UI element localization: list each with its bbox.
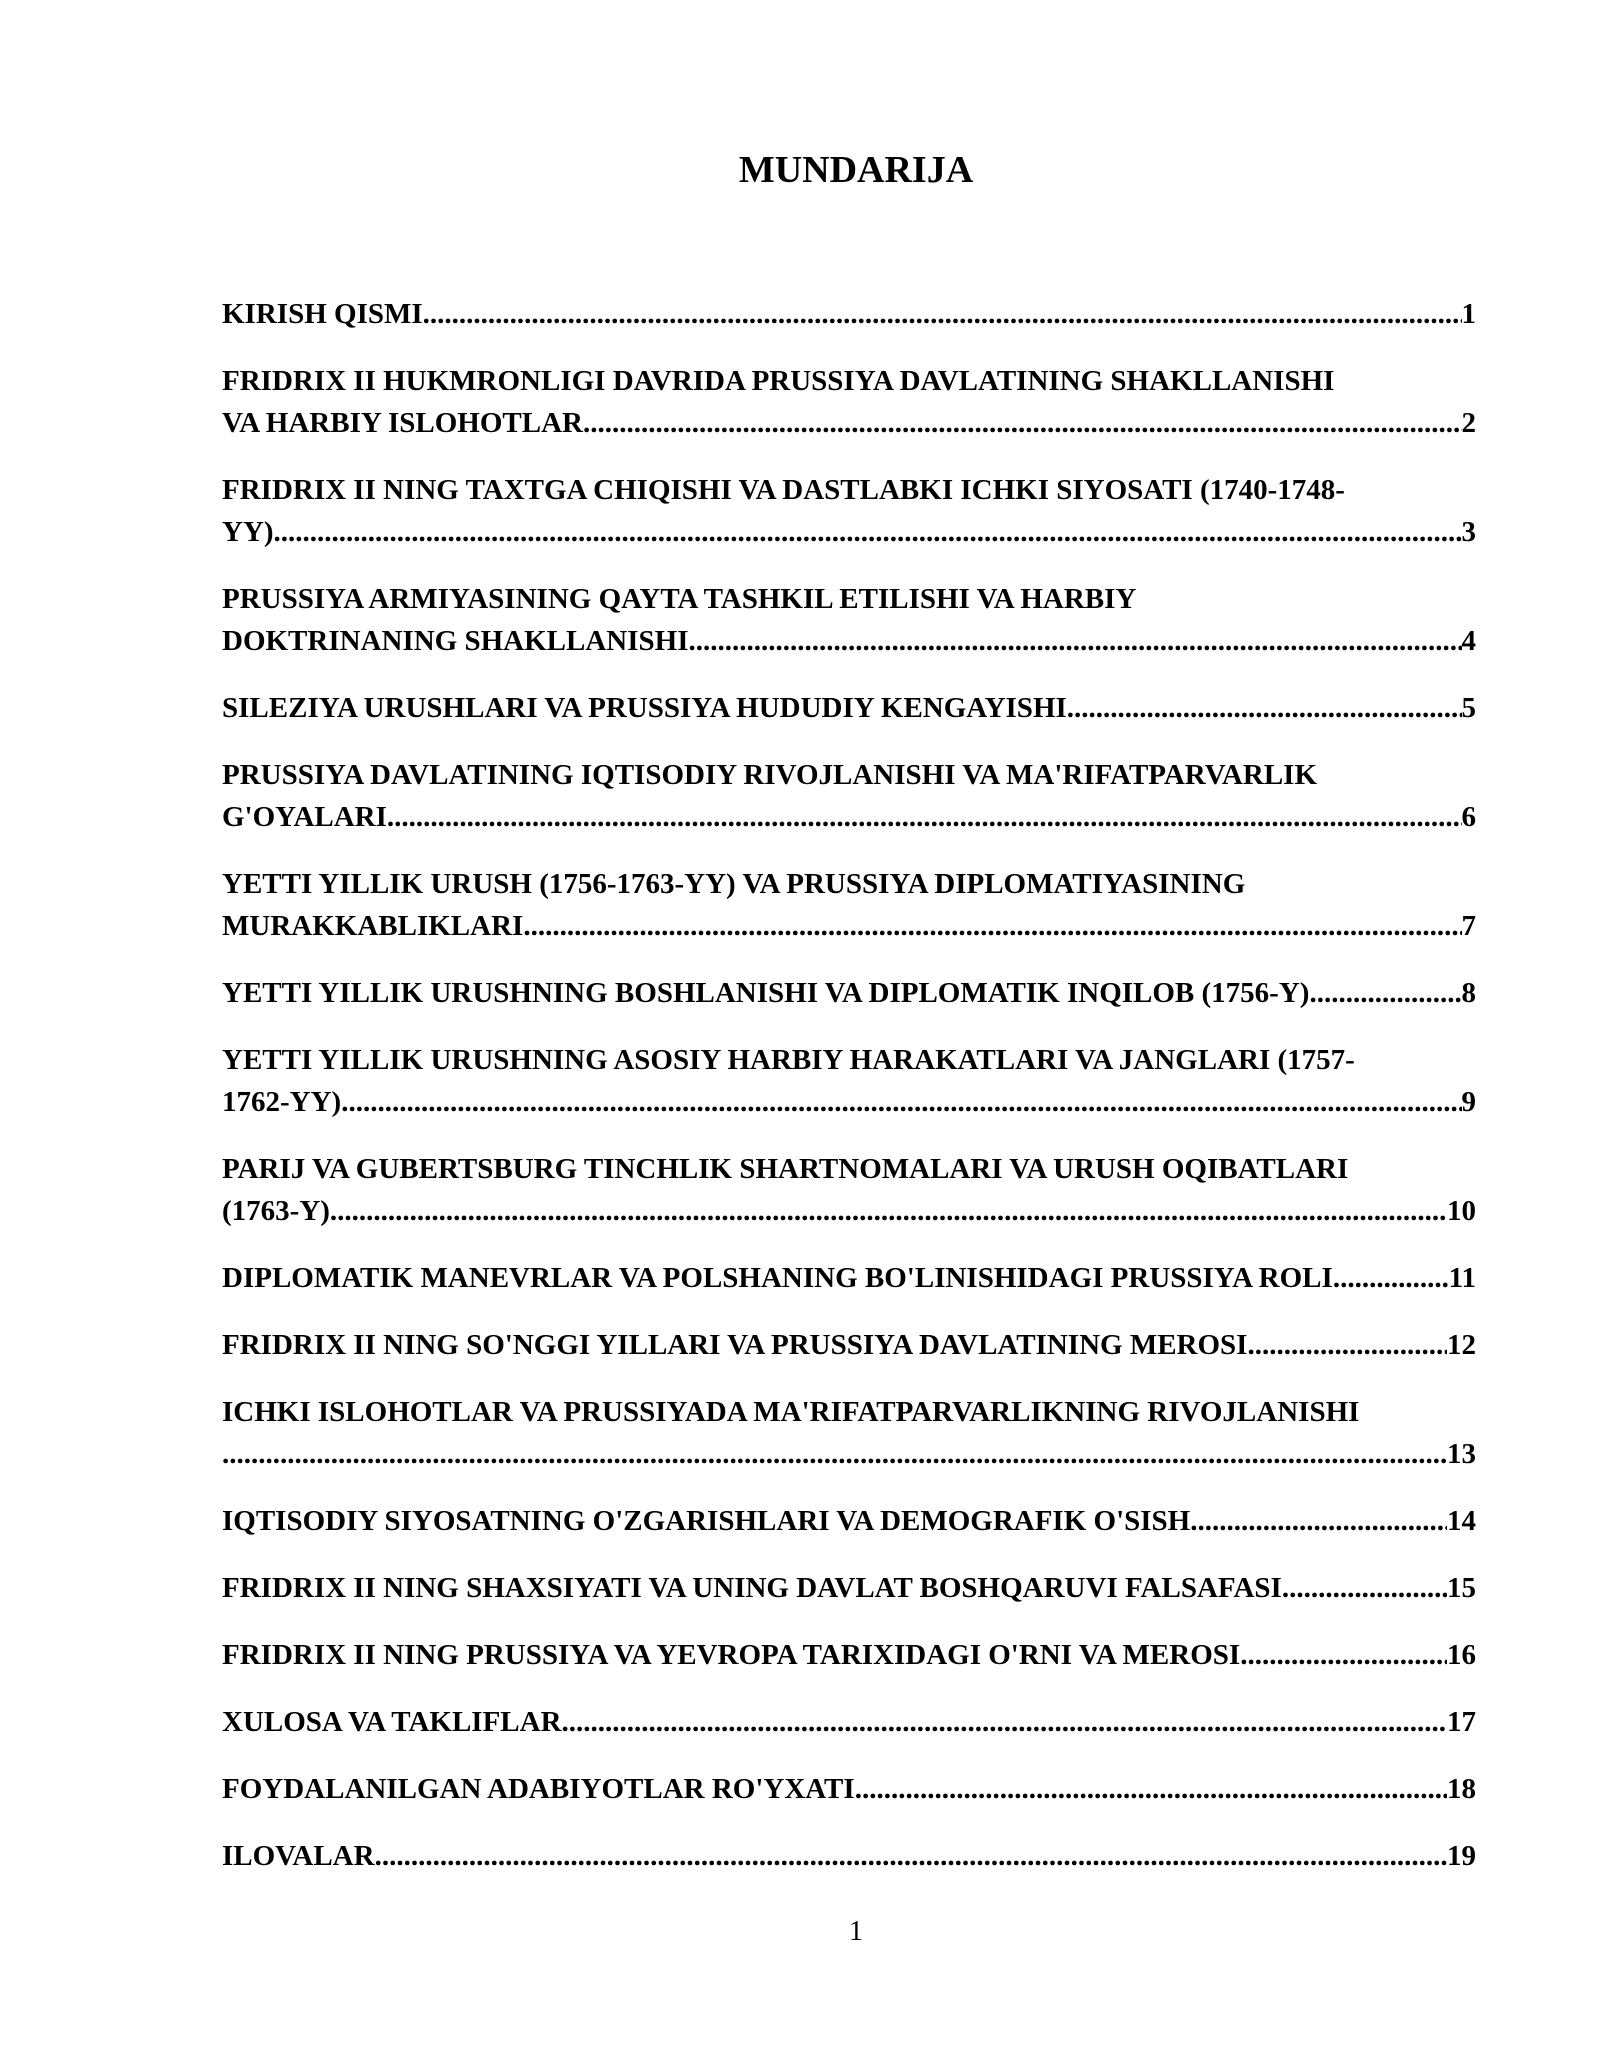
dot-leader (562, 1701, 1447, 1743)
toc-entry-title: MURAKKABLIKLARI (222, 910, 524, 942)
toc-entry[interactable] (222, 1324, 1476, 1366)
toc-page-number: 5 (1461, 692, 1476, 724)
toc-entry-title: 1762-YY) (222, 1086, 342, 1118)
toc-entry[interactable] (222, 1768, 1476, 1810)
page-title: MUNDARIJA (738, 149, 974, 191)
toc-page-number: 2 (1461, 407, 1476, 439)
toc-entry-title: ICHKI ISLOHOTLAR VA PRUSSIYADA MA'RIFATPARVARLIKNING RIVOJLANISHI (222, 1396, 1360, 1428)
toc-entry-title: KIRISH QISMI (222, 298, 423, 330)
toc-page-number: 12 (1447, 1329, 1476, 1361)
toc-entry-line (222, 754, 1476, 796)
toc-page-number: 19 (1447, 1840, 1476, 1872)
toc-entry-title: G'OYALARI (222, 801, 387, 833)
toc-entry-title: FRIDRIX II NING PRUSSIYA VA YEVROPA TARIXIDAGI O'RNI VA MEROSI (222, 1639, 1241, 1671)
toc-entry-title: DIPLOMATIK MANEVRLAR VA POLSHANING BO'LINISHIDAGI PRUSSIYA ROLI (222, 1262, 1333, 1294)
dot-leader (1247, 1324, 1447, 1366)
toc-page-number: 4 (1461, 625, 1476, 657)
toc-entry-line (222, 578, 1476, 620)
toc-entry-line (222, 1257, 1476, 1299)
toc-page-number: 18 (1447, 1773, 1476, 1805)
toc-entry[interactable] (222, 754, 1476, 838)
toc-entry-title: YETTI YILLIK URUSH (1756-1763-YY) VA PRUSSIYA DIPLOMATIYASINING (222, 868, 1246, 900)
toc-entry-line (222, 905, 1476, 947)
dot-leader (341, 1081, 1461, 1123)
toc-entry-title: YY) (222, 516, 274, 548)
toc-entry[interactable] (222, 1148, 1476, 1232)
toc-entry-line (222, 1391, 1476, 1433)
dot-leader (1190, 1500, 1447, 1542)
toc-entry-title: ILOVALAR (222, 1840, 375, 1872)
toc-entry-title: FRIDRIX II NING TAXTGA CHIQISHI VA DASTLABKI ICHKI SIYOSATI (1740-1748- (222, 474, 1345, 506)
page-number: 1 (849, 1916, 863, 1947)
toc-entry[interactable] (222, 469, 1476, 553)
dot-leader (855, 1768, 1447, 1810)
toc-entry-line (222, 511, 1476, 553)
toc-entry[interactable] (222, 360, 1476, 444)
toc-entry-line (222, 620, 1476, 662)
toc-entry-title: PRUSSIYA ARMIYASINING QAYTA TASHKIL ETILISHI VA HARBIY (222, 583, 1137, 615)
toc-entry-title: FRIDRIX II NING SHAXSIYATI VA UNING DAVLAT BOSHQARUVI FALSAFASI. (222, 1572, 1290, 1604)
dot-leader (689, 620, 1462, 662)
toc-entry-title: FRIDRIX II HUKMRONLIGI DAVRIDA PRUSSIYA DAVLATINING SHAKLLANISHI (222, 365, 1335, 397)
toc-entry-line (222, 1433, 1476, 1475)
toc-page-number: 8 (1461, 977, 1476, 1009)
toc-entry-line (222, 1701, 1476, 1743)
toc-entry-line (222, 1148, 1476, 1190)
toc-page-number: 15 (1447, 1572, 1476, 1604)
dot-leader (1289, 1567, 1447, 1609)
dot-leader (375, 1835, 1447, 1877)
toc-entry-title: VA HARBIY ISLOHOTLAR (222, 407, 583, 439)
toc-entry[interactable] (222, 1567, 1476, 1609)
dot-leader (1333, 1257, 1449, 1299)
toc-entry[interactable] (222, 1835, 1476, 1877)
toc-page-number: 6 (1461, 801, 1476, 833)
toc-entry-title: FRIDRIX II NING SO'NGGI YILLARI VA PRUSSIYA DAVLATINING MEROSI (222, 1329, 1248, 1361)
toc-page-number: 11 (1448, 1262, 1476, 1294)
toc-page-number: 16 (1447, 1639, 1476, 1671)
toc-entry-title: IQTISODIY SIYOSATNING O'ZGARISHLARI VA DEMOGRAFIK O'SISH (222, 1505, 1191, 1537)
toc-entry-title: SILEZIYA URUSHLARI VA PRUSSIYA HUDUDIY KENGAYISHI (222, 692, 1067, 724)
toc-entry-line (222, 402, 1476, 444)
toc-entry-line (222, 360, 1476, 402)
toc-entry-line (222, 687, 1476, 729)
toc-entry[interactable] (222, 293, 1476, 335)
dot-leader (423, 293, 1462, 335)
dot-leader (1067, 687, 1462, 729)
toc-entry-line (222, 293, 1476, 335)
dot-leader (274, 511, 1462, 553)
toc-entry-title: PARIJ VA GUBERTSBURG TINCHLIK SHARTNOMALARI VA URUSH OQIBATLARI (222, 1153, 1349, 1185)
dot-leader (583, 402, 1462, 444)
toc-page-number: 7 (1461, 910, 1476, 942)
toc-entry[interactable] (222, 1257, 1476, 1299)
toc-entry[interactable] (222, 1391, 1476, 1475)
toc-page-number: 9 (1461, 1086, 1476, 1118)
toc-entry[interactable] (222, 1701, 1476, 1743)
toc-entry-title: (1763-Y) (222, 1195, 330, 1227)
toc-entry[interactable] (222, 1039, 1476, 1123)
toc-page-number: 17 (1447, 1706, 1476, 1738)
toc-entry-line (222, 1039, 1476, 1081)
dot-leader (1240, 1634, 1447, 1676)
toc-entry[interactable] (222, 1500, 1476, 1542)
toc-page-number: 10 (1447, 1195, 1476, 1227)
toc-entry-line (222, 1081, 1476, 1123)
toc-entry-line (222, 1500, 1476, 1542)
toc-entry[interactable] (222, 1634, 1476, 1676)
toc-entry-line (222, 1634, 1476, 1676)
toc-entry[interactable] (222, 687, 1476, 729)
toc-entry-line (222, 863, 1476, 905)
toc-entry[interactable] (222, 863, 1476, 947)
toc-page-number: 1 (1461, 298, 1476, 330)
toc-entry-line (222, 1324, 1476, 1366)
toc-entry-title: YETTI YILLIK URUSHNING BOSHLANISHI VA DIPLOMATIK INQILOB (1756-Y). (222, 977, 1317, 1009)
toc-entry-title: PRUSSIYA DAVLATINING IQTISODIY RIVOJLANISHI VA MA'RIFATPARVARLIK (222, 759, 1318, 791)
toc-entry-line (222, 1567, 1476, 1609)
toc-entry-title: FOYDALANILGAN ADABIYOTLAR RO'YXATI (222, 1773, 855, 1805)
toc-entry[interactable] (222, 972, 1476, 1014)
toc-entry[interactable] (222, 578, 1476, 662)
toc-entry-title: DOKTRINANING SHAKLLANISHI (222, 625, 689, 657)
toc-page-number: 14 (1447, 1505, 1476, 1537)
dot-leader (523, 905, 1461, 947)
toc-entry-line (222, 1835, 1476, 1877)
toc-page-number: 3 (1461, 516, 1476, 548)
dot-leader (387, 796, 1462, 838)
table-of-contents (222, 293, 1476, 1902)
dot-leader (222, 1433, 1447, 1475)
toc-entry-line (222, 469, 1476, 511)
toc-entry-title: YETTI YILLIK URUSHNING ASOSIY HARBIY HARAKATLARI VA JANGLARI (1757- (222, 1044, 1355, 1076)
toc-entry-line (222, 796, 1476, 838)
toc-entry-line (222, 972, 1476, 1014)
dot-leader (1317, 972, 1462, 1014)
toc-entry-title: XULOSA VA TAKLIFLAR (222, 1706, 562, 1738)
dot-leader (330, 1190, 1447, 1232)
toc-page-number: 13 (1447, 1438, 1476, 1470)
toc-entry-line (222, 1768, 1476, 1810)
toc-entry-line (222, 1190, 1476, 1232)
